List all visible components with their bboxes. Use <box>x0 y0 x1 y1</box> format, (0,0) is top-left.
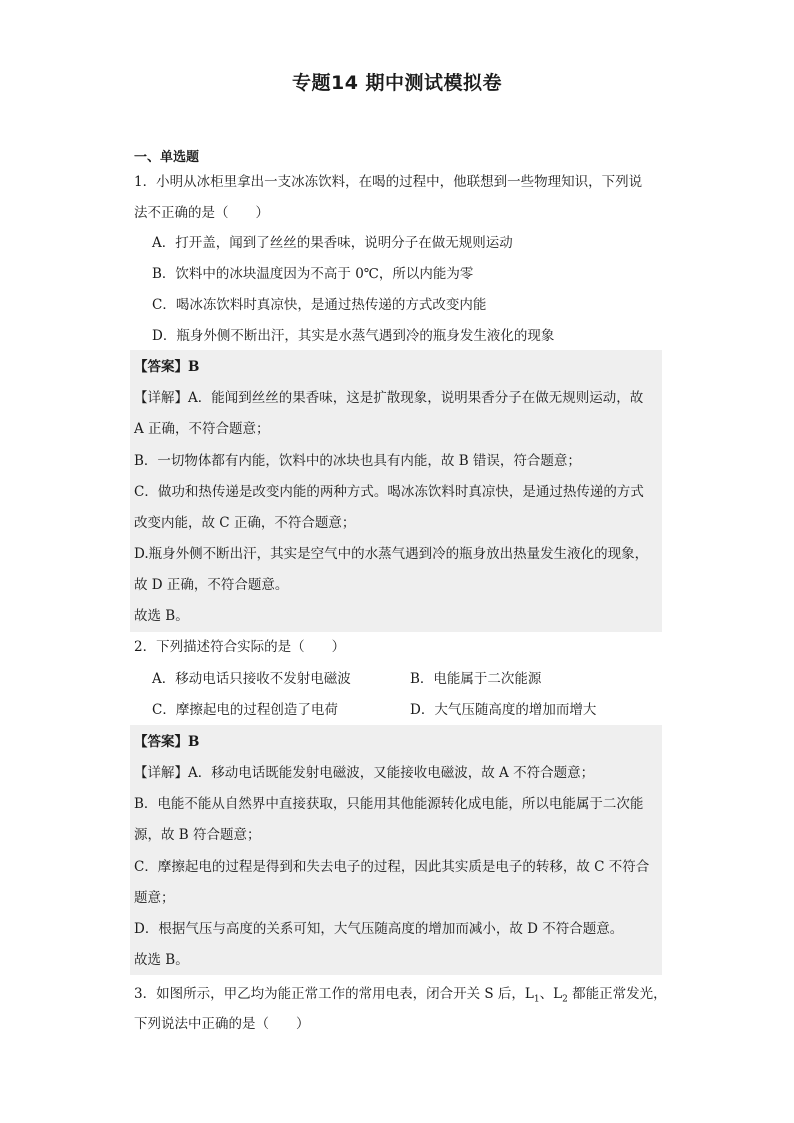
q2-detail-line: C．摩擦起电的过程是得到和失去电子的过程，因此其实质是电子的转移，故 C 不符合 <box>134 859 650 875</box>
q2-detail-line: B．电能不能从自然界中直接获取，只能用其他能源转化成电能，所以电能属于二次能 <box>134 796 644 812</box>
q3-stem-line2: 下列说法中正确的是（ ） <box>134 1016 310 1032</box>
q2-option-b: B．电能属于二次能源 <box>410 671 542 687</box>
q2-answer: 【答案】B <box>134 734 200 750</box>
q2-detail-line: 题意； <box>134 890 175 906</box>
q2-option-d: D．大气压随高度的增加而增大 <box>410 702 597 718</box>
q2-option-a: A．移动电话只接收不发射电磁波 <box>152 671 351 687</box>
q1-detail-line: 故选 B。 <box>134 608 189 624</box>
q1-option-b: B．饮料中的冰块温度因为不高于 0℃，所以内能为零 <box>152 266 474 282</box>
q2-detail-line: 故选 B。 <box>134 952 189 968</box>
q2-detail-line: 源，故 B 符合题意； <box>134 827 261 843</box>
q1-stem-line2: 法不正确的是（ ） <box>134 205 269 221</box>
page-title: 专题14 期中测试模拟卷 <box>291 72 503 94</box>
q1-detail-line: B．一切物体都有内能，饮料中的冰块也具有内能，故 B 错误，符合题意； <box>134 453 581 469</box>
q1-detail-line: 故 D 正确，不符合题意。 <box>134 577 289 593</box>
q1-detail-line: 改变内能，故 C 正确，不符合题意； <box>134 515 356 531</box>
section-heading: 一、单选题 <box>134 150 200 165</box>
q2-stem: 2．下列描述符合实际的是（ ） <box>134 639 346 655</box>
q2-detail-line: D．根据气压与高度的关系可知，大气压随高度的增加而减小，故 D 不符合题意。 <box>134 921 624 937</box>
q3-stem-line1: 3．如图所示，甲乙均为能正常工作的常用电表，闭合开关 S 后，$L_1$、$L_2$ 都能正常发光， <box>134 986 667 1005</box>
q1-stem-line1: 1．小明从冰柜里拿出一支冰冻饮料，在喝的过程中，他联想到一些物理知识，下列说 <box>134 174 643 190</box>
q1-detail-line: A 正确，不符合题意； <box>134 421 270 437</box>
q1-answer: 【答案】B <box>134 359 200 375</box>
q1-option-a: A．打开盖，闻到了丝丝的果香味，说明分子在做无规则运动 <box>152 235 513 251</box>
q2-option-c: C．摩擦起电的过程创造了电荷 <box>152 702 338 718</box>
q1-detail-line: C．做功和热传递是改变内能的两种方式。喝冰冻饮料时真凉快，是通过热传递的方式 <box>134 484 644 500</box>
q1-detail-line: D.瓶身外侧不断出汗，其实是空气中的水蒸气遇到冷的瓶身放出热量发生液化的现象， <box>134 546 649 562</box>
q1-option-c: C．喝冰冻饮料时真凉快，是通过热传递的方式改变内能 <box>152 297 487 313</box>
q1-detail-line: 【详解】A．能闻到丝丝的果香味，这是扩散现象，说明果香分子在做无规则运动，故 <box>134 390 644 406</box>
q1-option-d: D．瓶身外侧不断出汗，其实是水蒸气遇到冷的瓶身发生液化的现象 <box>152 328 555 344</box>
q2-detail-line: 【详解】A．移动电话既能发射电磁波，又能接收电磁波，故 A 不符合题意； <box>134 765 595 781</box>
